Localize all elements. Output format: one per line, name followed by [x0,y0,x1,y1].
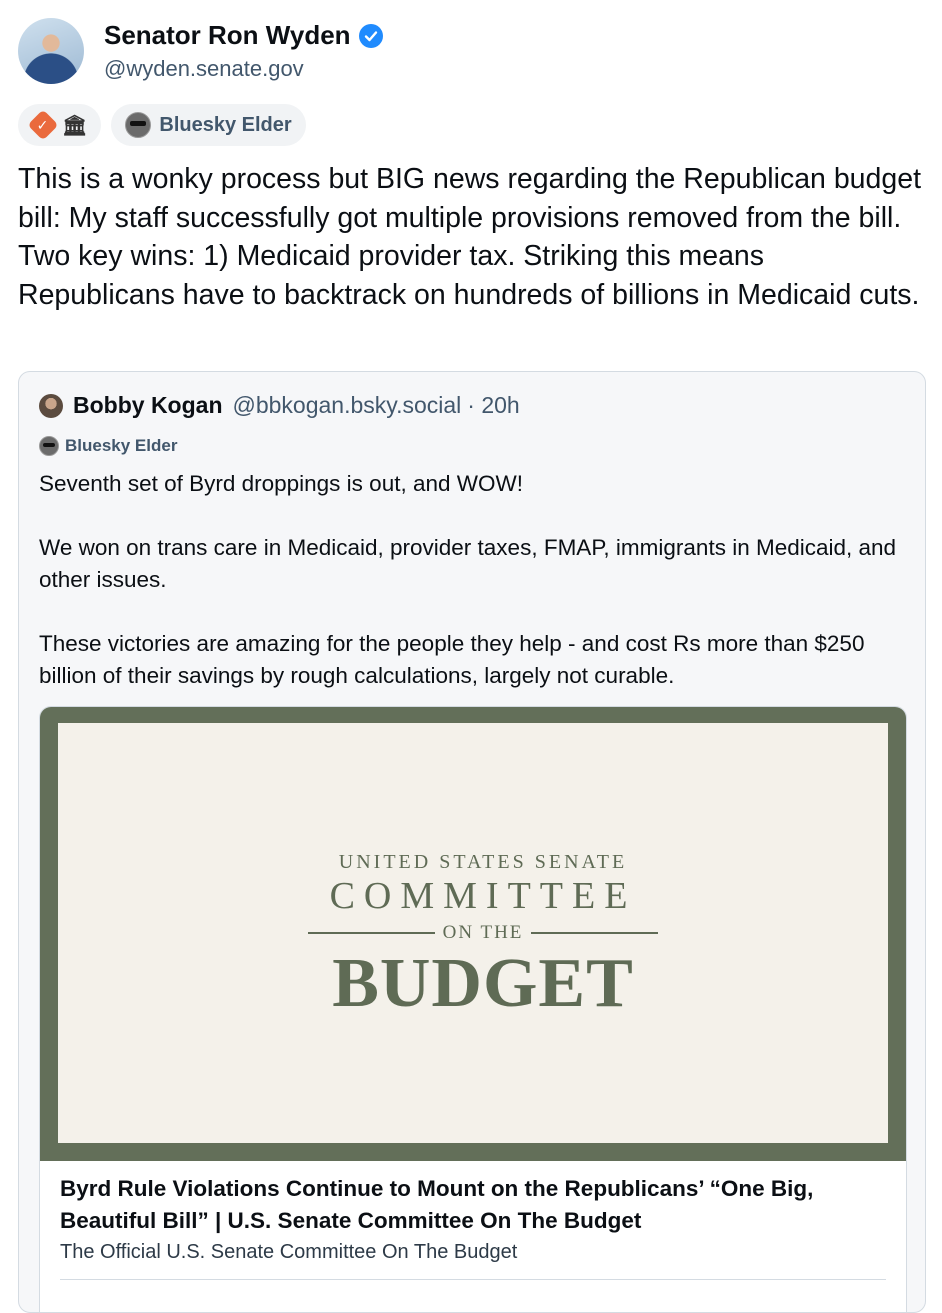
logo-line-committee: COMMITTEE [329,875,637,917]
elder-badge-avatar-icon [39,436,59,456]
quoted-post-time: · 20h [467,392,520,418]
quoted-elder-badge-label: Bluesky Elder [65,436,178,455]
quoted-post-text [39,468,905,724]
quoted-author-name[interactable]: Bobby Kogan [73,392,223,418]
budget-committee-logo-panel [58,723,888,1143]
budget-committee-logo [308,851,658,1022]
quoted-post[interactable] [18,371,926,1313]
quoted-paragraph: Seventh set of Byrd droppings is out, and WOW! [39,471,523,496]
link-preview-title[interactable]: Byrd Rule Violations Continue to Mount on the Republicans’ “One Big, Beautiful Bill” | U.S. Senate Committee On The Budget [60,1176,814,1233]
elder-badge-label: Bluesky Elder [159,113,292,136]
quoted-paragraph: These victories are amazing for the people they help - and cost Rs more than $250 billion of their savings by rough calculations, largely not curable. [39,631,865,688]
link-preview-image [40,707,906,1161]
logo-divider [531,932,658,934]
government-building-icon: 🏛 [62,114,88,137]
elder-badge-avatar-icon [125,112,151,138]
link-preview-divider [60,1279,886,1280]
verification-check-icon: ✓ [27,109,58,140]
verified-check-icon[interactable] [359,24,383,48]
verification-badges-pill[interactable] [18,104,101,146]
logo-line-on-the [308,922,658,944]
author-name-row [104,20,383,51]
author-display-name[interactable]: Senator Ron Wyden [104,20,351,50]
logo-line-senate: UNITED STATES SENATE [338,851,628,873]
quoted-post-header [39,392,520,419]
link-preview-description: The Official U.S. Senate Committee On The Budget [60,1241,518,1263]
author-handle[interactable]: @wyden.senate.gov [104,56,304,81]
quoted-author-avatar[interactable] [39,394,63,418]
badges-row [18,104,306,146]
logo-divider [308,932,435,934]
logo-on-the-text: ON THE [442,922,524,943]
bluesky-elder-badge[interactable] [111,104,305,146]
quoted-author-handle[interactable]: @bbkogan.bsky.social [232,392,462,418]
quoted-paragraph: We won on trans care in Medicaid, provider taxes, FMAP, immigrants in Medicaid, and other issues. [39,535,897,592]
post-header [18,18,918,88]
quoted-elder-badge[interactable] [39,436,177,456]
link-preview-card[interactable] [39,706,907,1313]
author-avatar[interactable] [18,18,84,84]
post-text: This is a wonky process but BIG news regarding the Republican budget bill: My staff successfully got multiple provisions removed from the bill. Two key wins: 1) Medicaid provider tax. Striking this means Republicans have to backtrack on hundreds of billions in Medicaid cuts. [18,163,921,311]
logo-line-budget: BUDGET [332,945,634,1022]
